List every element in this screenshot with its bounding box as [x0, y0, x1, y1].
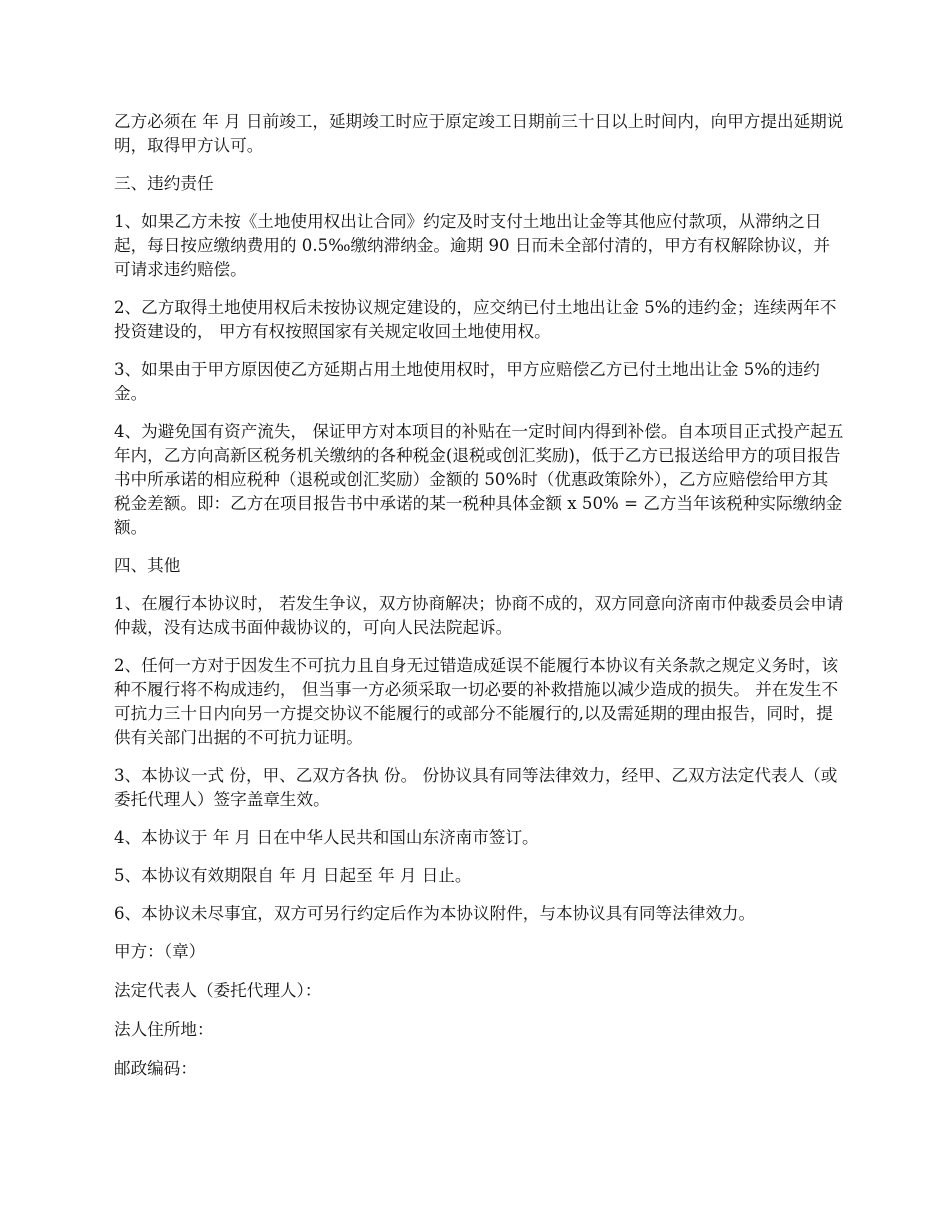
signature-legal-representative: 法定代表人（委托代理人）： [114, 981, 322, 1000]
signature-legal-address: 法人住所地： [114, 1020, 214, 1039]
paragraph-completion-deadline: 乙方必须在 年 月 日前竣工，延期竣工时应于原定竣工日期前三十日以上时间内，向甲方提出延期说明，取得甲方认可。 [114, 112, 844, 155]
section-heading-breach-liability: 三、违约责任 [114, 174, 214, 193]
document-body [114, 110, 844, 1096]
clause-delayed-occupation: 3、如果由于甲方原因使乙方延期占用土地使用权时，甲方应赔偿乙方已付土地出让金 5%的违约金。 [114, 360, 820, 403]
clause-signing-place: 4、本协议于 年 月 日在中华人民共和国山东济南市签订。 [114, 828, 539, 847]
clause-tax-compensation: 4、为避免国有资产流失， 保证甲方对本项目的补贴在一定时间内得到补偿。自本项目正式投产起五年内，乙方向高新区税务机关缴纳的各种税金(退税或创汇奖励)，低于乙方已报送给甲方的项目报告书中所承诺的相应税种（退税或创汇奖励）金额的 50%时（优惠政策除外），乙方应赔偿给甲方其税金差额。即：乙方在项目报告书中承诺的某一税种具体金额 x 50% = 乙方当年该税种实际缴纳金额。 [114, 422, 844, 537]
clause-force-majeure: 2、任何一方对于因发生不可抗力且自身无过错造成延误不能履行本协议有关条款之规定义务时，该种不履行将不构成违约， 但当事一方必须采取一切必要的补救措施以减少造成的损失。 并在发生不可抗力三十日内向另一方提交协议不能履行的或部分不能履行的,以及需延期的理由报告，同时，提供有关部门出据的不可抗力证明。 [114, 656, 839, 747]
clause-validity-period: 5、本协议有效期限自 年 月 日起至 年 月 日止。 [114, 866, 472, 885]
clause-dispute-resolution: 1、在履行本协议时， 若发生争议，双方协商解决；协商不成的，双方同意向济南市仲裁委员会申请仲裁，没有达成书面仲裁协议的，可向人民法院起诉。 [114, 594, 844, 637]
signature-party-a: 甲方：（章） [114, 942, 206, 961]
clause-copies: 3、本协议一式 份，甲、乙双方各执 份。 份协议具有同等法律效力，经甲、乙双方法定代表人（或委托代理人）签字盖章生效。 [114, 766, 838, 809]
signature-postal-code: 邮政编码： [114, 1059, 197, 1078]
section-heading-other: 四、其他 [114, 556, 181, 575]
clause-construction-default: 2、乙方取得土地使用权后未按协议规定建设的，应交纳已付土地出让金 5%的违约金；连续两年不投资建设的， 甲方有权按照国家有关规定收回土地使用权。 [114, 298, 837, 341]
clause-late-payment: 1、如果乙方未按《土地使用权出让合同》约定及时支付土地出让金等其他应付款项，从滞纳之日起，每日按应缴纳费用的 0.5‰缴纳滞纳金。逾期 90 日而未全部付清的，甲方有权解除协议，并可请求违约赔偿。 [114, 212, 831, 279]
clause-supplementary: 6、本协议未尽事宜，双方可另行约定后作为本协议附件，与本协议具有同等法律效力。 [114, 904, 756, 923]
